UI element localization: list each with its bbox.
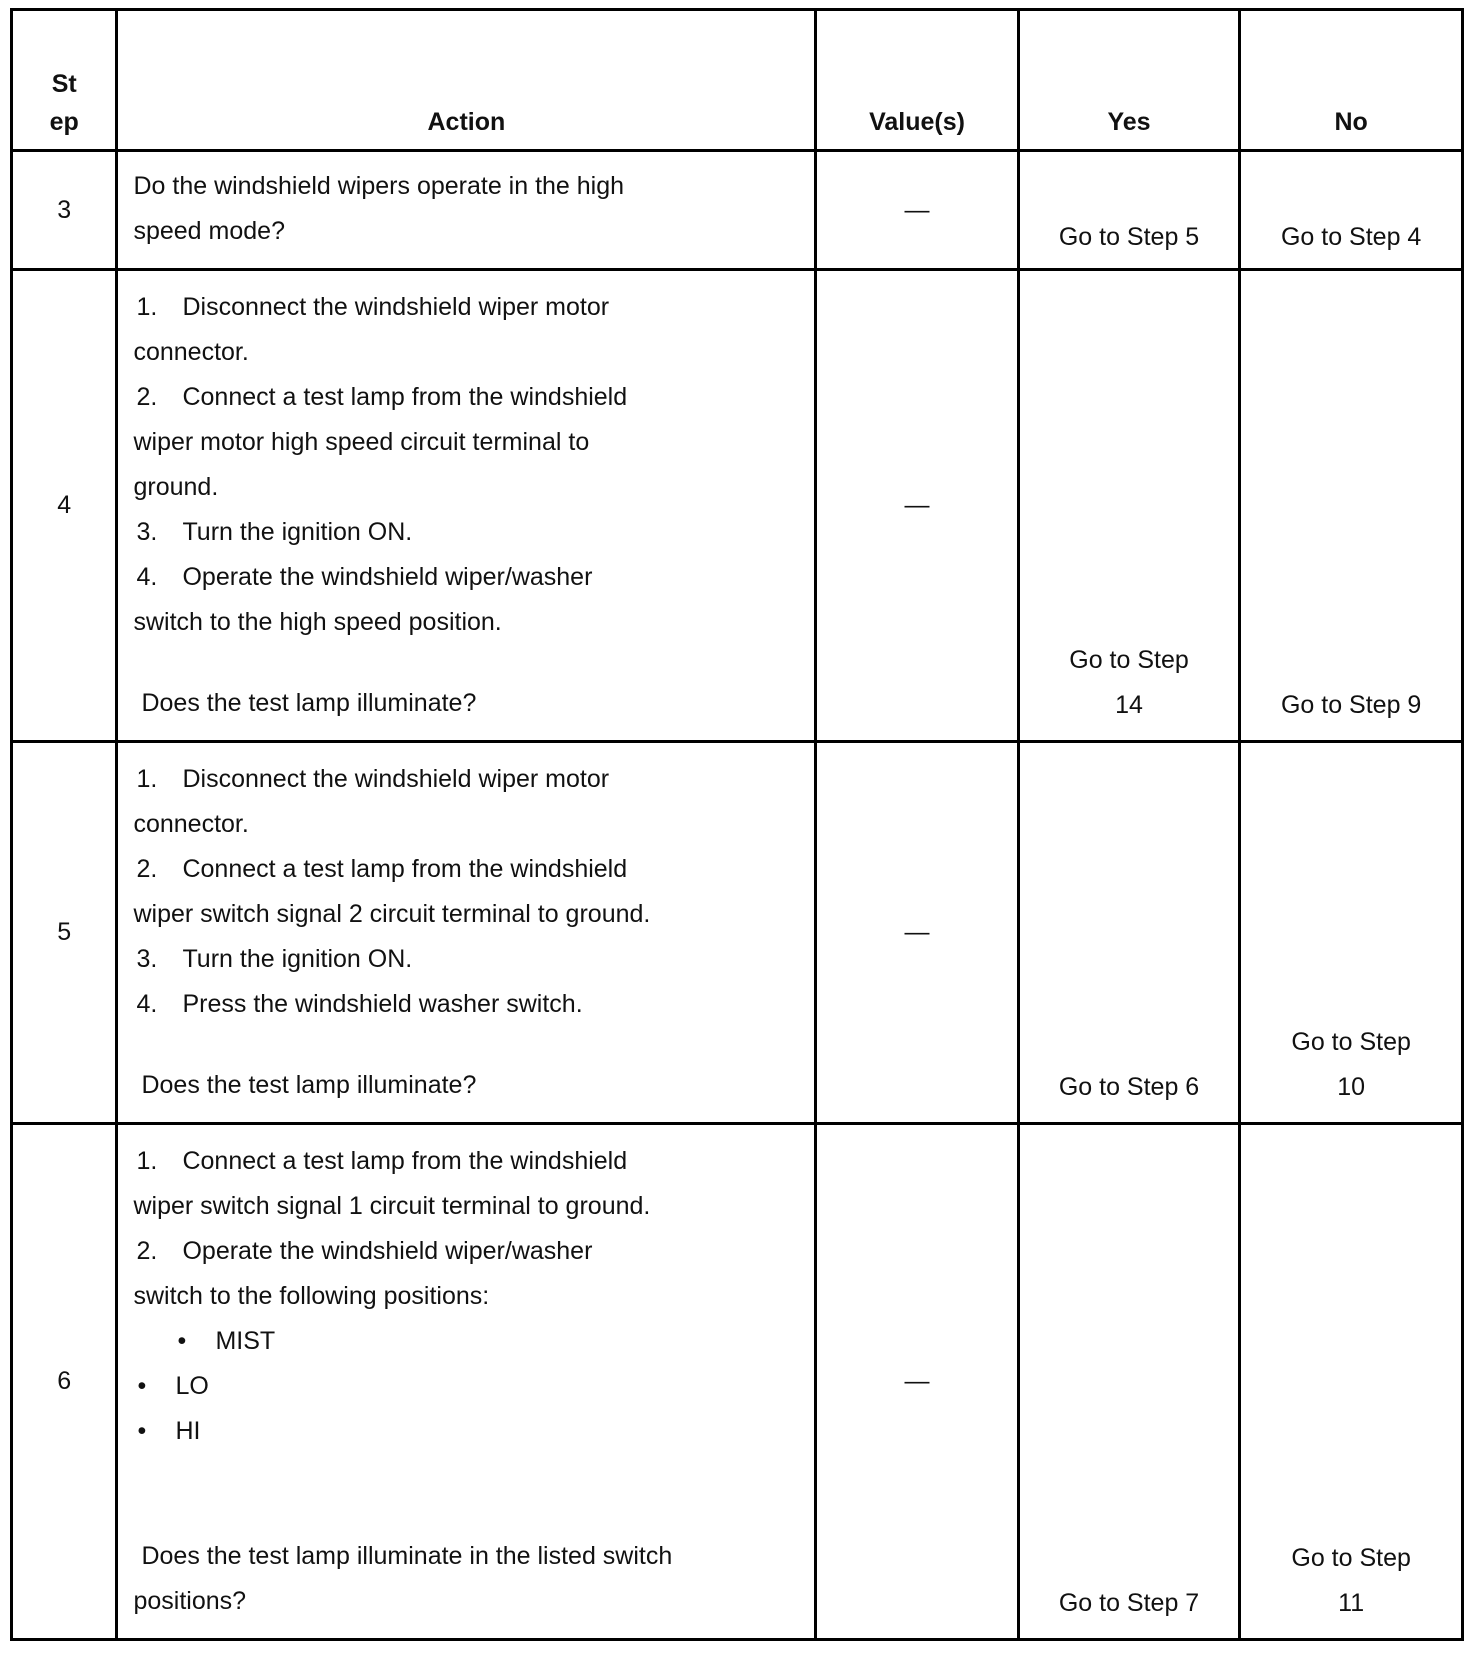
action-number: 1.: [136, 765, 158, 793]
table-row: [12, 270, 1463, 742]
action-text: Disconnect the windshield wiper motor: [182, 765, 610, 793]
question-text: Does the test lamp illuminate in the listed switch: [141, 1542, 673, 1570]
value-cell: —: [816, 151, 1018, 270]
action-step: [133, 375, 800, 420]
bullet-text: LO: [175, 1372, 209, 1400]
table-row: [12, 742, 1463, 1124]
action-number: 2.: [136, 1237, 158, 1265]
action-text: connector.: [133, 338, 249, 366]
action-number: 2.: [136, 855, 158, 883]
action-text: Operate the windshield wiper/washer: [182, 1237, 593, 1265]
action-step: [133, 555, 800, 600]
action-cell: [117, 270, 816, 742]
no-result: [1240, 742, 1463, 1124]
header-action: Action: [117, 10, 816, 151]
header-no: No: [1240, 10, 1463, 151]
step-number: 3: [12, 151, 117, 270]
header-row: [12, 10, 1463, 151]
no-result: Go to Step 4: [1240, 151, 1463, 270]
action-text: Press the windshield washer switch.: [182, 990, 583, 1018]
table-row: [12, 151, 1463, 270]
action-step: [133, 982, 800, 1027]
action-text: Connect a test lamp from the windshield: [182, 383, 628, 411]
diagnostic-table: [10, 8, 1464, 1641]
step-number: 4: [12, 270, 117, 742]
bullet-icon: •: [177, 1327, 187, 1355]
action-text: Turn the ignition ON.: [182, 945, 413, 973]
spacer: [133, 1027, 800, 1063]
spacer: [133, 645, 800, 681]
yes-result: Go to Step 7: [1018, 1124, 1240, 1640]
step-number: 5: [12, 742, 117, 1124]
yes-result: Go to Step 6: [1018, 742, 1240, 1124]
value-cell: —: [816, 742, 1018, 1124]
action-number: 4.: [136, 563, 158, 591]
bullet-item: [133, 1319, 800, 1364]
value-cell: —: [816, 1124, 1018, 1640]
action-cell: [117, 742, 816, 1124]
bullet-item: [133, 1409, 800, 1454]
action-number: 3.: [136, 518, 158, 546]
action-text: Connect a test lamp from the windshield: [182, 855, 628, 883]
bullet-icon: •: [137, 1417, 147, 1445]
question-text: Do the windshield wipers operate in the high: [133, 172, 625, 200]
action-number: 4.: [136, 990, 158, 1018]
bullet-icon: •: [137, 1372, 147, 1400]
action-step: [133, 847, 800, 892]
no-result-line2: 11: [1338, 1589, 1365, 1617]
yes-result: [1018, 270, 1240, 742]
action-number: 1.: [136, 1147, 158, 1175]
action-text: Operate the windshield wiper/washer: [182, 563, 593, 591]
header-step: [12, 10, 117, 151]
action-text: wiper switch signal 2 circuit terminal to ground.: [133, 900, 651, 928]
value-cell: —: [816, 270, 1018, 742]
action-step: [133, 1229, 800, 1274]
header-step-line1: St: [51, 70, 77, 98]
no-result: [1240, 1124, 1463, 1640]
action-step: [133, 937, 800, 982]
bullet-text: MIST: [215, 1327, 276, 1355]
action-number: 3.: [136, 945, 158, 973]
no-result-line2: 10: [1337, 1073, 1366, 1101]
action-text: Disconnect the windshield wiper motor: [182, 293, 610, 321]
action-cell: [117, 1124, 816, 1640]
spacer: [133, 1454, 800, 1534]
action-text: switch to the high speed position.: [133, 608, 502, 636]
action-step: [133, 510, 800, 555]
yes-result: Go to Step 5: [1018, 151, 1240, 270]
action-cell: [117, 151, 816, 270]
no-result: Go to Step 9: [1240, 270, 1463, 742]
question-text: positions?: [133, 1587, 247, 1615]
no-result-line1: Go to Step: [1291, 1544, 1411, 1572]
step-number: 6: [12, 1124, 117, 1640]
action-text: switch to the following positions:: [133, 1282, 490, 1310]
question-text: Does the test lamp illuminate?: [141, 1071, 477, 1099]
action-step: [133, 1139, 800, 1184]
header-yes: Yes: [1018, 10, 1240, 151]
yes-result-line1: Go to Step: [1069, 646, 1189, 674]
question-text: Does the test lamp illuminate?: [141, 689, 477, 717]
action-text: connector.: [133, 810, 249, 838]
action-text: ground.: [133, 473, 219, 501]
yes-result-line2: 14: [1115, 691, 1143, 719]
bullet-item: [133, 1364, 800, 1409]
action-number: 2.: [136, 383, 158, 411]
header-values: Value(s): [816, 10, 1018, 151]
action-text: wiper switch signal 1 circuit terminal to ground.: [133, 1192, 651, 1220]
table-row: [12, 1124, 1463, 1640]
action-text: Turn the ignition ON.: [182, 518, 413, 546]
action-step: [133, 757, 800, 802]
question-text: speed mode?: [133, 217, 285, 245]
action-text: wiper motor high speed circuit terminal to: [133, 428, 590, 456]
header-step-line2: ep: [49, 108, 79, 136]
action-number: 1.: [136, 293, 158, 321]
no-result-line1: Go to Step: [1291, 1028, 1411, 1056]
bullet-text: HI: [175, 1417, 201, 1445]
action-text: Connect a test lamp from the windshield: [182, 1147, 628, 1175]
action-step: [133, 285, 800, 330]
